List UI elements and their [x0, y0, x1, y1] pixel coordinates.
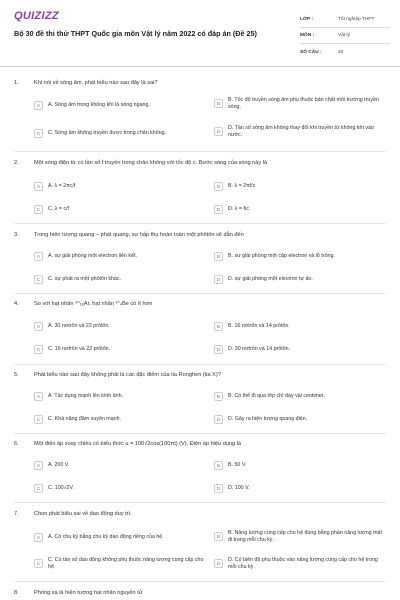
option-a[interactable] [34, 461, 204, 470]
option-a[interactable] [34, 392, 204, 401]
option-text: B. 16 nơtrôn và 14 prôtôn. [228, 323, 290, 330]
option-letter: A [34, 252, 43, 261]
option-text: A. Tác dụng mạnh lên kính ảnh. [48, 393, 123, 400]
question-divider [14, 223, 386, 224]
option-text: C. sự phát ra một phôtôn khác. [48, 276, 122, 283]
meta-label-grade: LỚP : [300, 17, 314, 22]
option-b[interactable] [214, 97, 386, 110]
option-text: D. Tần số sóng âm không thay đổi khi truyền từ không khí vào nước. [228, 125, 374, 138]
option-letter: D [214, 205, 223, 214]
option-letter: C [34, 129, 43, 138]
question-divider [14, 433, 386, 434]
question-text: Một điện áp xoay chiều có biểu thức u = 100√2cos(100πt) (V). Điện áp hiệu dụng là [34, 441, 242, 447]
option-letter: C [34, 275, 43, 284]
option-text: A. Có chu kỳ bằng chu kỳ dao động riêng của hệ. [48, 534, 164, 541]
option-text: A. sự giải phóng một electron liên kết. [48, 253, 137, 260]
option-c[interactable] [34, 345, 204, 354]
option-d[interactable] [214, 205, 386, 214]
question-text: Phóng xạ là hiện tượng hạt nhân nguyên tử [34, 590, 143, 596]
option-letter: C [34, 205, 43, 214]
option-letter: A [34, 101, 43, 110]
option-letter: B [214, 182, 223, 191]
question-text: Trong hiện tượng quang – phát quang, sự hấp thụ hoàn toàn một phôtôn sẽ dẫn đến [34, 232, 244, 238]
question-divider [14, 502, 386, 503]
meta-value-grade: Tốt nghiệp THPT [338, 17, 375, 22]
meta-label-count: SỐ CÂU : [300, 49, 322, 55]
option-letter: B [214, 252, 223, 261]
option-text: C. λ = c/f [48, 206, 70, 213]
option-d[interactable] [214, 484, 386, 493]
option-text: C. Sóng âm không truyền được trong chân không. [48, 130, 167, 137]
option-text: A. λ = 2πc/f [48, 183, 76, 190]
meta-table [300, 12, 390, 60]
option-text: C. 16 nơtrôn và 22 prôtôn. [48, 346, 111, 353]
meta-row-subject [300, 28, 390, 44]
option-c[interactable] [34, 415, 204, 424]
option-text: A. Sóng âm trong không khí là sóng ngang. [48, 102, 150, 109]
option-b[interactable] [214, 530, 386, 543]
document-header [0, 0, 400, 66]
option-letter: A [34, 392, 43, 401]
option-b[interactable] [214, 322, 386, 331]
option-d[interactable] [214, 345, 386, 354]
option-letter: A [34, 182, 43, 191]
option-letter: D [214, 345, 223, 354]
option-letter: C [34, 484, 43, 493]
option-d[interactable] [214, 557, 386, 570]
option-text: D. Có biên độ phụ thuộc vào năng lượng cung cấp cho hệ trong mỗi chu kỳ. [228, 557, 378, 570]
question-divider [14, 293, 386, 294]
option-text: B. Năng lượng cung cấp cho hệ đúng bằng phần năng lượng mất đi trong mỗi chu kỳ. [228, 530, 382, 543]
option-letter: C [34, 345, 43, 354]
header-divider [0, 66, 400, 67]
option-text: B. sự giải phóng một cặp electron và lỗ trống. [228, 253, 335, 260]
option-text: A. 30 nơtrôn và 22 prôtôn. [48, 323, 110, 330]
question-divider [14, 364, 386, 365]
option-a[interactable] [34, 101, 204, 110]
option-letter: D [214, 484, 223, 493]
option-letter: B [214, 392, 223, 401]
option-text: A. 200 V. [48, 462, 70, 469]
option-b[interactable] [214, 461, 386, 470]
question-number: 8. [14, 590, 19, 596]
option-text: C. Có tần số dao động không phụ thuộc năng lượng cung cấp cho hệ. [48, 557, 204, 570]
option-d[interactable] [214, 275, 386, 284]
question-number: 7. [14, 511, 19, 517]
option-letter: C [34, 415, 43, 424]
option-letter: A [34, 461, 43, 470]
question-divider [14, 581, 386, 582]
question-divider [14, 151, 386, 152]
option-text: D. Gây ra hiện tượng quang điện. [228, 416, 308, 423]
option-c[interactable] [34, 275, 204, 284]
option-d[interactable] [214, 125, 386, 138]
option-text: B. Tốc độ truyền sóng âm phụ thuộc bản chất môi trường truyền sóng. [228, 97, 379, 110]
option-letter: A [34, 322, 43, 331]
option-letter: D [214, 415, 223, 424]
option-c[interactable] [34, 484, 204, 493]
question-text: Khi nói về sóng âm, phát biểu nào sau đây là sai? [34, 80, 158, 86]
question-number: 3. [14, 232, 19, 238]
question-number: 5. [14, 372, 19, 378]
option-letter: D [214, 127, 223, 136]
option-letter: B [214, 322, 223, 331]
meta-label-subject: MÔN : [300, 33, 315, 38]
option-d[interactable] [214, 415, 386, 424]
option-text: C. 100√2V. [48, 485, 74, 492]
option-text: C. Khả năng đâm xuyên mạnh. [48, 416, 122, 423]
option-c[interactable] [34, 557, 204, 570]
meta-value-count: 40 [338, 49, 344, 55]
option-text: B. Có thể đi qua lớp chì dày vài centimet. [228, 393, 325, 400]
question-number: 6. [14, 441, 19, 447]
option-b[interactable] [214, 252, 386, 261]
option-text: D. λ = f/c [228, 206, 250, 213]
option-a[interactable] [34, 252, 204, 261]
option-b[interactable] [214, 392, 386, 401]
question-text: Chọn phát biểu sai về dao động duy trì. [34, 511, 132, 517]
option-text: D. sự giải phóng một electron tự do. [228, 276, 313, 283]
option-c[interactable] [34, 129, 204, 138]
quizizz-logo[interactable]: QUIZIZZ [14, 10, 59, 22]
option-b[interactable] [214, 182, 386, 191]
option-text: B. 50 V. [228, 462, 247, 469]
option-text: D. 30 nơtrôn và 14 prôtôn. [228, 346, 291, 353]
option-c[interactable] [34, 205, 204, 214]
option-letter: B [214, 532, 223, 541]
question-text: So với hạt nhân ⁴⁰₁₈Ar, hạt nhân ¹⁰₄Be có ít hơn [34, 301, 153, 307]
meta-value-subject: Vật lý [338, 33, 350, 38]
document-title: Bộ 30 đề thi thử THPT Quốc gia môn Vật lý năm 2022 có đáp án (Đề 25) [14, 29, 257, 38]
option-letter: D [214, 559, 223, 568]
option-text: D. 100 V. [228, 485, 250, 492]
option-letter: A [34, 533, 43, 542]
option-text: B. λ = 2πf/c [228, 183, 256, 190]
option-letter: C [34, 559, 43, 568]
meta-row-grade [300, 12, 390, 28]
question-number: 2. [14, 160, 19, 166]
meta-row-count [300, 44, 390, 60]
option-letter: B [214, 461, 223, 470]
option-letter: B [214, 99, 223, 108]
question-text: Phát biểu nào sau đây không phải là các đặc điểm của tia Ronghen (tia X)? [34, 372, 221, 378]
question-number: 4. [14, 301, 19, 307]
option-a[interactable] [34, 322, 204, 331]
option-a[interactable] [34, 533, 204, 542]
question-text: Một sóng điện từ có tần số f truyền trong chân không với tốc độ c. Bước sóng của sóng này là [34, 160, 268, 166]
option-letter: D [214, 275, 223, 284]
option-a[interactable] [34, 182, 204, 191]
question-number: 1. [14, 80, 19, 86]
